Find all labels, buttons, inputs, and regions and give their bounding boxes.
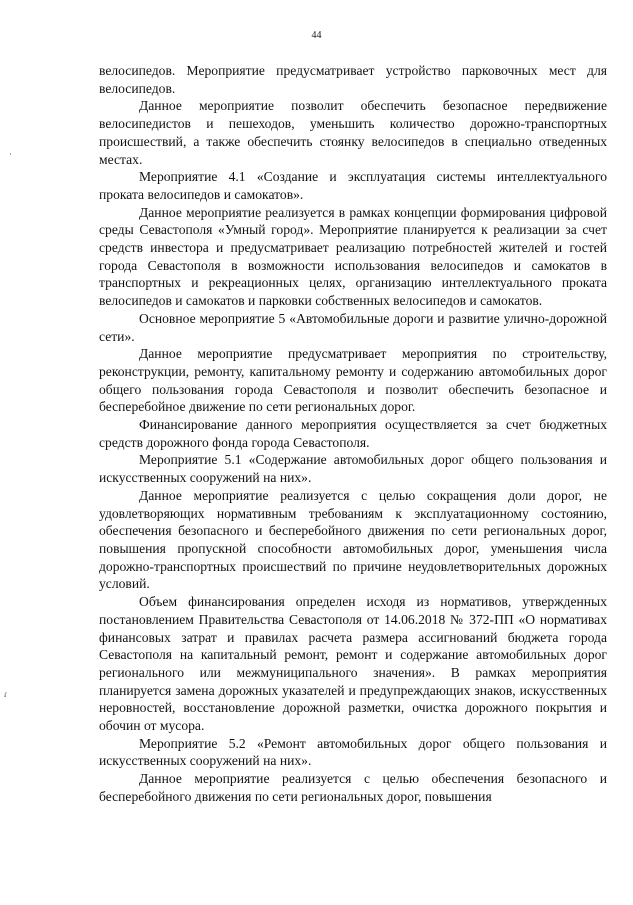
paragraph: Данное мероприятие позволит обеспечить безопасное передвижение велосипедистов и пешеходов, уменьшить количество дорожно-транспортных происшествий, а также обеспечить стоянку велосипедов в специально отведенных местах. xyxy=(99,98,607,167)
paragraph-heading: Основное мероприятие 5 «Автомобильные дороги и развитие улично-дорожной сети». xyxy=(99,310,607,344)
scan-mark: ɾ xyxy=(4,689,7,699)
paragraph-heading: Мероприятие 4.1 «Создание и эксплуатация системы интеллектуального проката велосипедов и самокатов». xyxy=(99,169,607,202)
paragraph: Данное мероприятие реализуется с целью сокращения доли дорог, не удовлетворяющих нормативным требованиям к эксплуатационному состоянию, обеспечения безопасного и бесперебойного движения по сети региональных дорог, повышения пропускной способности автомобильных дорог, уменьшения числа дорожно-транспортных происшествий по причине неудовлетворительных дорожных условий. xyxy=(99,487,607,592)
page-number: 44 xyxy=(311,30,322,41)
paragraph: Данное мероприятие предусматривает мероприятия по строительству, реконструкции, ремонту, капитальному ремонту и содержанию автомобильных дорог общего пользования города Севастополя и позволит обеспечить безопасное и бесперебойное движение по сети региональных дорог. xyxy=(99,346,607,415)
paragraph-continuation: велосипедов. Мероприятие предусматривает устройство парковочных мест для велосипедов. xyxy=(99,63,607,96)
paragraph-heading: Мероприятие 5.2 «Ремонт автомобильных дорог общего пользования и искусственных сооружений на них». xyxy=(99,735,607,769)
document-body xyxy=(99,62,607,806)
paragraph: Данное мероприятие реализуется с целью обеспечения безопасного и бесперебойного движения по сети региональных дорог, повышения xyxy=(99,771,607,804)
paragraph: Финансирование данного мероприятия осуществляется за счет бюджетных средств дорожного фонда города Севастополя. xyxy=(99,417,607,450)
scan-mark: · xyxy=(9,149,12,159)
paragraph: Данное мероприятие реализуется в рамках концепции формирования цифровой среды Севастополя «Умный город». Мероприятие планируется к реализации за счет средств инвестора и предусматривает реализацию потребностей жителей и гостей города Севастополя в возможности использования велосипедов и самокатов в транспортных и рекреационных целях, организацию интеллектуального проката велосипедов и самокатов и парковки собственных велосипедов и самокатов. xyxy=(99,204,607,309)
paragraph: Объем финансирования определен исходя из нормативов, утвержденных постановлением Правительства Севастополя от 14.06.2018 № 372-ПП «О нормативах финансовых затрат и правилах расчета размера ассигнований бюджета города Севастополя на капитальный ремонт, ремонт и содержание автомобильных дорог регионального или межмуниципального значения». В рамках мероприятия планируется замена дорожных указателей и предупреждающих знаков, искусственных неровностей, восстановление дорожной разметки, очистка дорожного покрытия и обочин от мусора. xyxy=(99,594,607,734)
paragraph-heading: Мероприятие 5.1 «Содержание автомобильных дорог общего пользования и искусственных сооружений на них». xyxy=(99,452,607,486)
